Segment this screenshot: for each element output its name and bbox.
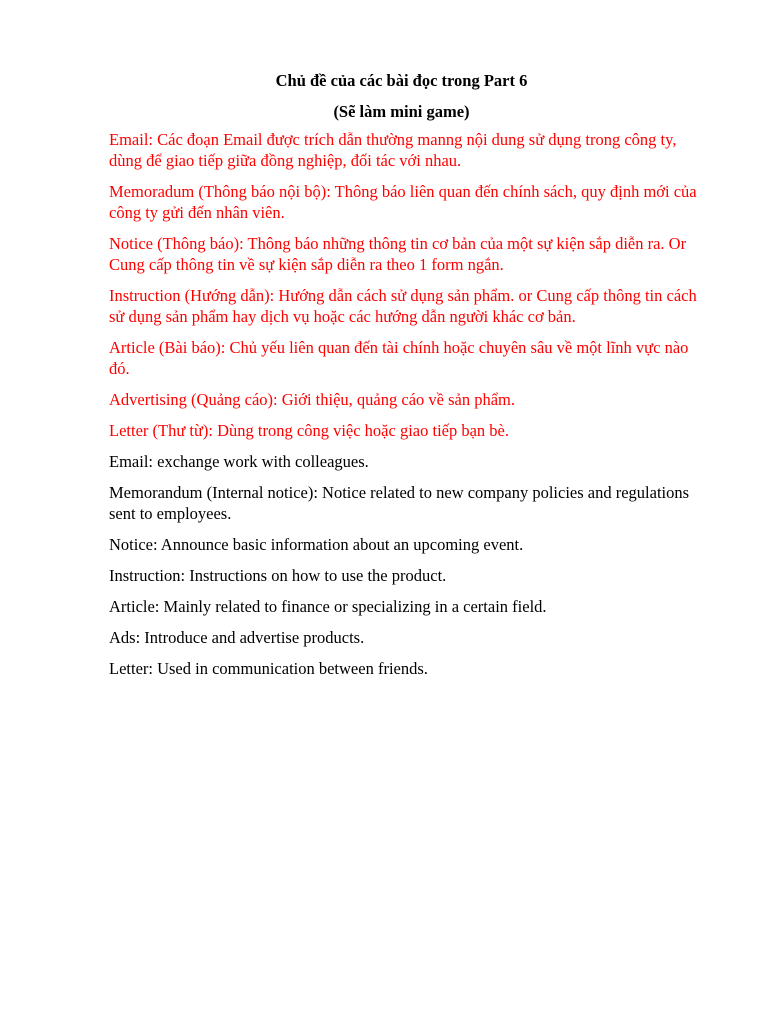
en-item-letter: Letter: Used in communication between friends.: [109, 659, 428, 678]
vi-item-email: Email: Các đoạn Email được trích dẫn thường manng nội dung sử dụng trong công ty, dùng để giao tiếp giữa đồng nghiệp, đối tác với nhau.: [109, 130, 677, 170]
vi-item-memorandum: Memoradum (Thông báo nội bộ): Thông báo liên quan đến chính sách, quy định mới của công ty gửi đến nhân viên.: [109, 182, 697, 222]
title-block: [0, 70, 768, 132]
en-item-instruction: Instruction: Instructions on how to use the product.: [109, 566, 447, 585]
vi-item-letter: Letter (Thư từ): Dùng trong công việc hoặc giao tiếp bạn bè.: [109, 421, 510, 440]
vi-item-instruction: Instruction (Hướng dẫn): Hướng dẫn cách sử dụng sản phẩm. or Cung cấp thông tin cách sử dụng sản phẩm hay dịch vụ hoặc các hướng dẫn người khác cơ bản.: [109, 286, 697, 326]
vi-item-article: Article (Bài báo): Chủ yếu liên quan đến tài chính hoặc chuyên sâu về một lĩnh vực nào đó.: [109, 338, 689, 378]
en-item-email: Email: exchange work with colleagues.: [109, 452, 369, 471]
en-item-notice: Notice: Announce basic information about an upcoming event.: [109, 535, 524, 554]
page-subtitle: (Sẽ làm mini game): [333, 102, 470, 121]
en-item-memorandum: Memorandum (Internal notice): Notice related to new company policies and regulations sent to employees.: [109, 483, 690, 523]
vi-item-notice: Notice (Thông báo): Thông báo những thông tin cơ bản của một sự kiện sắp diễn ra. Or Cung cấp thông tin về sự kiện sắp diễn ra theo 1 form ngắn.: [109, 234, 687, 274]
document-body: [109, 129, 709, 689]
en-item-ads: Ads: Introduce and advertise products.: [109, 628, 365, 647]
en-item-article: Article: Mainly related to finance or specializing in a certain field.: [109, 597, 547, 616]
page-title: Chủ đề của các bài đọc trong Part 6: [275, 71, 528, 90]
vi-item-advertising: Advertising (Quảng cáo): Giới thiệu, quảng cáo về sản phẩm.: [109, 390, 515, 409]
